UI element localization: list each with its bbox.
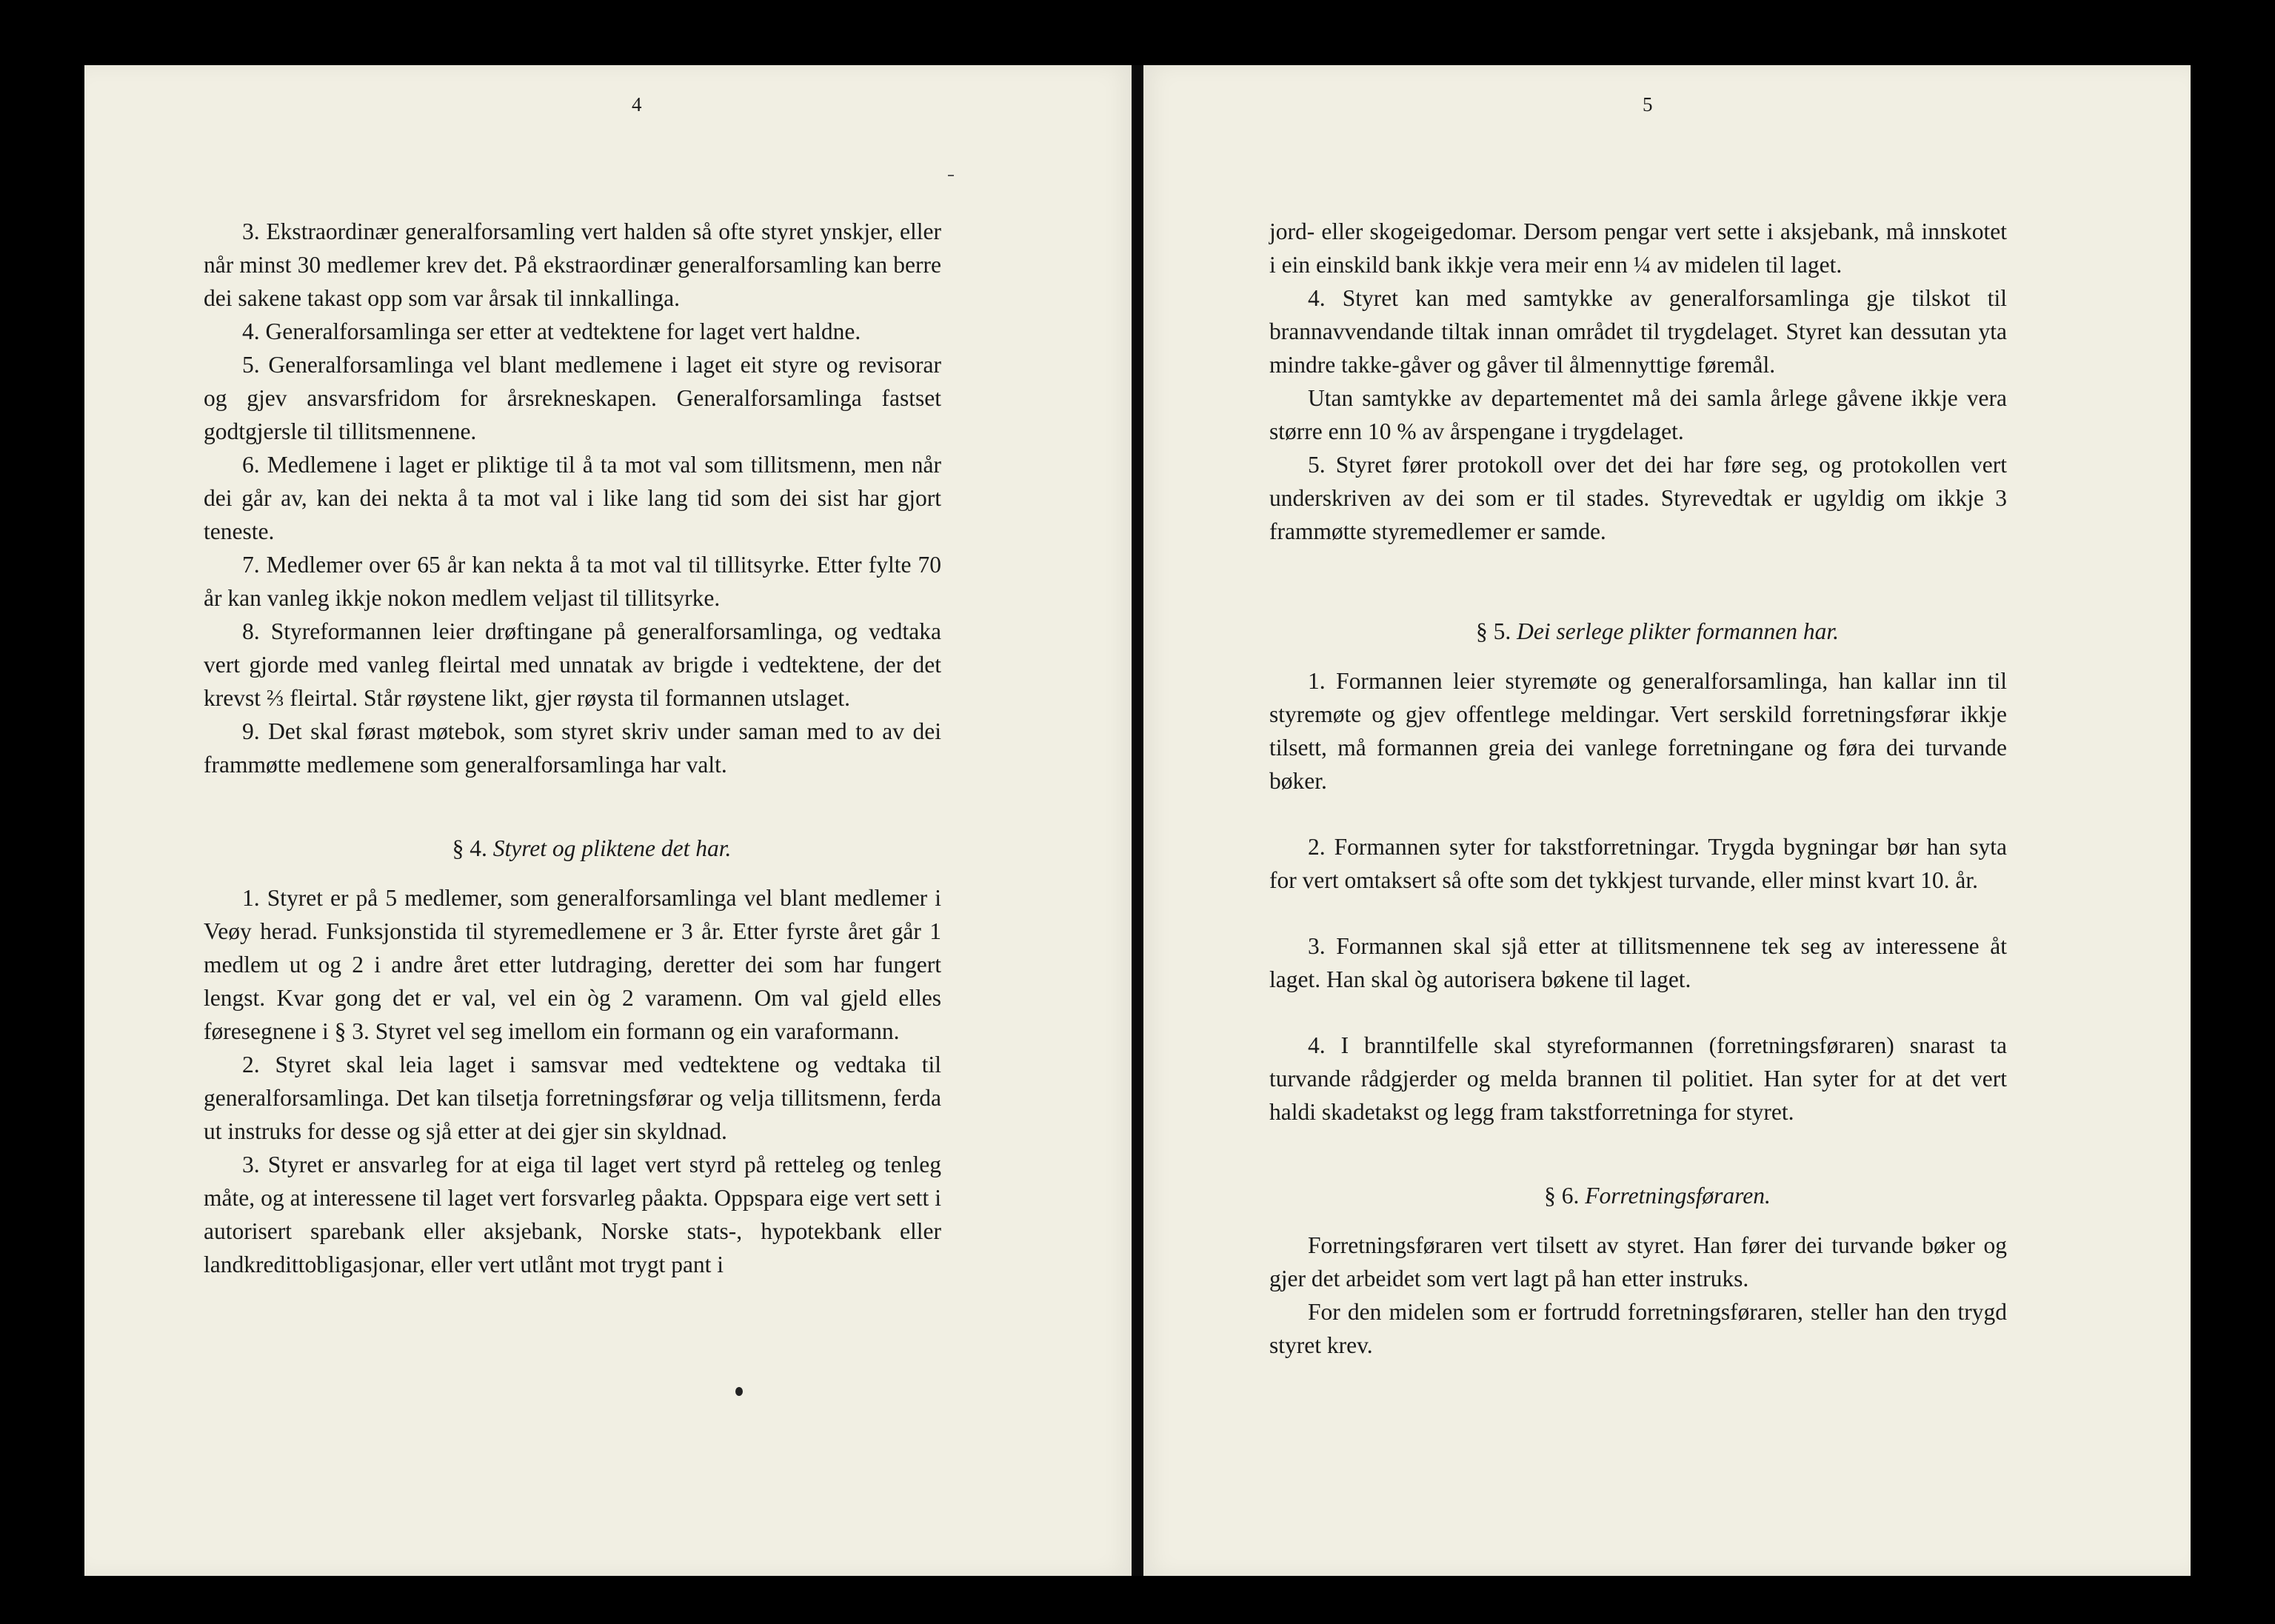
left-text-column <box>204 215 941 1281</box>
section-title: Styret og pliktene det har. <box>492 835 732 861</box>
paragraph: 5. Styret fører protokoll over det dei har føre seg, og protokollen vert underskriven av dei som er til stades. Styrevedtak er ugyldig om ikkje 3 frammøtte styremedlemer er samde. <box>1269 452 2007 544</box>
page-number-left: 4 <box>632 93 643 116</box>
section-title: Forretningsføraren. <box>1585 1183 1771 1209</box>
section-heading-5 <box>1269 615 2007 648</box>
paragraph: jord- eller skogeigedomar. Dersom pengar vert sette i aksjebank, må innskotet i ein einskild bank ikkje vera meir enn ¼ av midelen til laget. <box>1269 218 2007 278</box>
paragraph: 1. Styret er på 5 medlemer, som generalforsamlinga vel blant medlemer i Veøy herad. Funksjonstida til styremedlemene er 3 år. Etter fyrste året går 1 medlem ut og 2 i andre året etter lutdraging, deretter dei som har fungert lengst. Kvar gong det er val, vel ein òg 2 varamenn. Om val gjeld elles føresegnene i § 3. Styret vel seg imellom ein formann og ein varaformann. <box>204 885 941 1044</box>
paragraph: Forretningsføraren vert tilsett av styret. Han fører dei turvande bøker og gjer det arbeidet som vert lagt på han etter instruks. <box>1269 1232 2007 1291</box>
right-text-column <box>1269 215 2007 1362</box>
paragraph: 2. Styret skal leia laget i samsvar med vedtektene og vedtaka til generalforsamlinga. Det kan tilsetja forretningsførar og velja tillitsmenn, ferda ut instruks for desse og sjå etter at dei gjer sin skyldnad. <box>204 1052 941 1144</box>
paragraph: 3. Formannen skal sjå etter at tillitsmennene tek seg av interessene åt laget. Han skal òg autorisera bøkene til laget. <box>1269 933 2007 992</box>
paragraph: 4. Styret kan med samtykke av generalforsamlinga gje tilskot til brannavvendande tiltak innan området til trygdelaget. Styret kan dessutan yta mindre takke-gåver og gåver til ålmennyttige føremål. <box>1269 285 2007 378</box>
paragraph: 2. Formannen syter for takstforretningar. Trygda bygningar bør han syta for vert omtaksert så ofte som det tykkjest turvande, eller minst kvart 10. år. <box>1269 834 2007 893</box>
ink-dot <box>735 1387 743 1396</box>
section-symbol: § 4. <box>452 835 487 861</box>
paragraph: 4. I branntilfelle skal styreformannen (forretningsføraren) snarast ta turvande rådgjerder og melda brannen til politiet. Han syter for at det vert haldi skadetakst og legg fram takstforretninga for styret. <box>1269 1032 2007 1125</box>
paragraph: 7. Medlemer over 65 år kan nekta å ta mot val til tillitsyrke. Etter fylte 70 år kan vanleg ikkje nokon medlem veljast til tillitsyrke. <box>204 552 941 611</box>
paragraph: 9. Det skal førast møtebok, som styret skriv under saman med to av dei frammøtte medlemene som generalforsamlinga har valt. <box>204 718 941 778</box>
section-heading-4 <box>204 832 941 865</box>
paragraph: 5. Generalforsamlinga vel blant medlemene i laget eit styre og revisorar og gjev ansvarsfridom for årsrekneskapen. Generalforsamlinga fastset godtgjersle til tillitsmennene. <box>204 352 941 444</box>
section-heading-6 <box>1269 1179 2007 1212</box>
paragraph: 4. Generalforsamlinga ser etter at vedtektene for laget vert haldne. <box>242 318 861 344</box>
page-number-right: 5 <box>1643 93 1654 116</box>
paragraph: 3. Styret er ansvarleg for at eiga til laget vert styrd på retteleg og tenleg måte, og at interessene til laget vert forsvarleg påakta. Oppsparа eige vert sett i autorisert sparebank eller aksjebank, Norske stats-, hypotekbank eller landkredittobligasjonar, eller vert utlånt mot trygt pant i <box>204 1152 941 1277</box>
paragraph: Utan samtykke av departementet må dei samla årlege gåvene ikkje vera større enn 10 % av årspengane i trygdelaget. <box>1269 385 2007 444</box>
paragraph: 6. Medlemene i laget er pliktige til å ta mot val som tillitsmenn, men når dei går av, kan dei nekta å ta mot val i like lang tid som dei sist har gjort teneste. <box>204 452 941 544</box>
book-spine <box>1132 65 1143 1576</box>
paragraph: For den midelen som er fortrudd forretningsføraren, steller han den trygd styret krev. <box>1269 1299 2007 1358</box>
section-symbol: § 5. <box>1476 618 1511 644</box>
section-title: Dei serlege plikter formannen har. <box>1517 618 1839 644</box>
print-mark <box>948 175 954 176</box>
paragraph: 1. Formannen leier styremøte og generalforsamlinga, han kallar inn til styremøte og gjev offentlege meldingar. Vert serskild forretningsførar ikkje tilsett, må formannen greia dei vanlege forretningane og føra dei turvande bøker. <box>1269 668 2007 794</box>
paragraph: 8. Styreformannen leier drøftingane på generalforsamlinga, og vedtaka vert gjorde med vanleg fleirtal med unnatak av brigde i vedtektene, der det krevst ⅔ fleirtal. Står røystene likt, gjer røysta til formannen utslaget. <box>204 618 941 711</box>
section-symbol: § 6. <box>1544 1183 1580 1209</box>
paragraph: 3. Ekstraordinær generalforsamling vert halden så ofte styret ynskjer, eller når minst 30 medlemer krev det. På ekstraordinær generalforsamling kan berre dei sakene takast opp som var årsak til innkallinga. <box>204 218 941 311</box>
